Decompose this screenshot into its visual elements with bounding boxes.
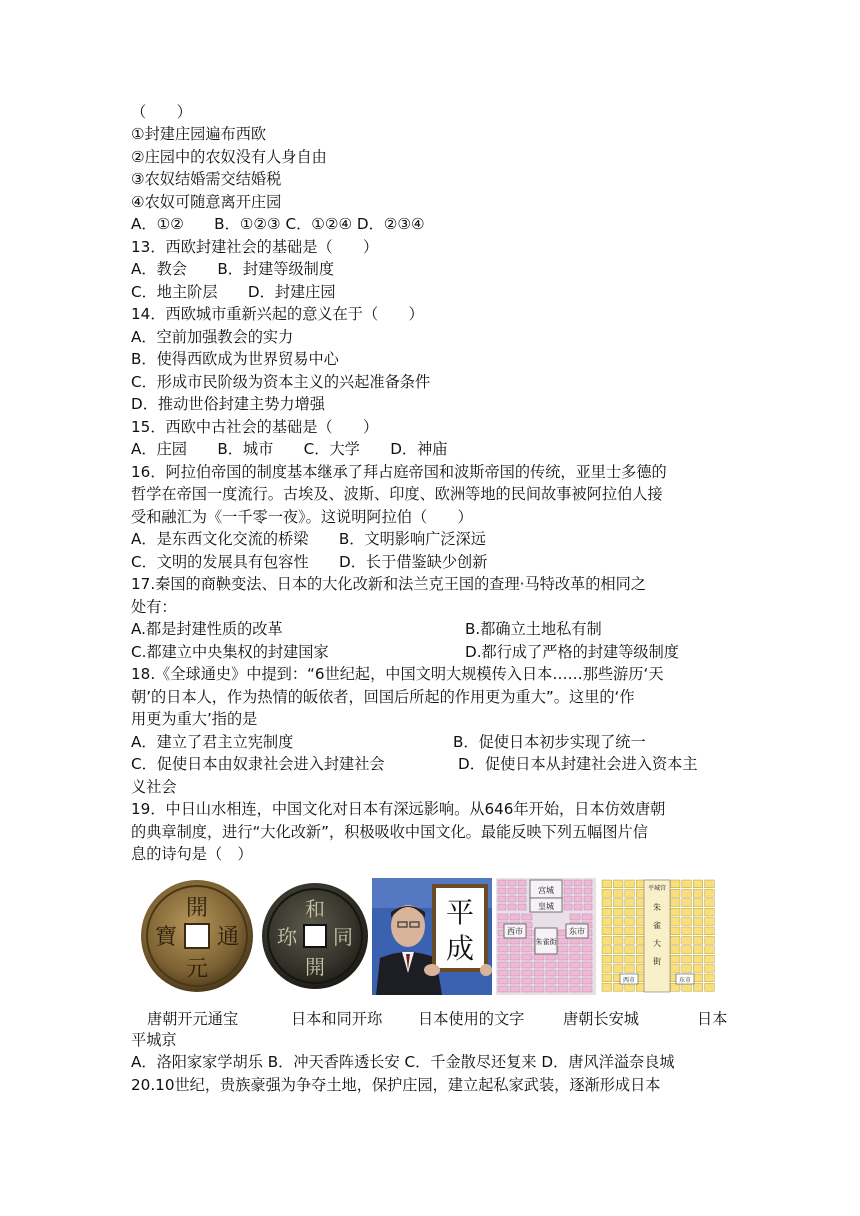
q13-answers-cd: C．地主阶层 D．封建庄园 bbox=[131, 283, 336, 301]
q20-stem-line1: 20.10世纪，贵族豪强为争夺土地，保护庄园，建立起私家武装，逐渐形成日本 bbox=[131, 1076, 661, 1094]
q19-stem-line3: 息的诗句是（ ） bbox=[131, 845, 253, 863]
caption-wado: 日本和同开珎 bbox=[291, 1010, 383, 1028]
q12-option-3: ③农奴结婚需交结婚税 bbox=[131, 170, 282, 188]
q17-answers-cd bbox=[131, 642, 736, 664]
photo-char-bottom: 成 bbox=[445, 932, 475, 965]
changan-map-image bbox=[496, 878, 596, 995]
q17-answer-c: C.都建立中央集权的封建国家 bbox=[131, 643, 329, 661]
caption-japan: 日本 bbox=[697, 1010, 728, 1028]
q16-answers-ab: A．是东西文化交流的桥梁 B．文明影响广泛深远 bbox=[131, 530, 486, 548]
q18-answer-c: C．促使日本由奴隶社会进入封建社会 bbox=[131, 755, 385, 773]
caption-changan: 唐朝长安城 bbox=[563, 1010, 639, 1028]
heijo-label-east-market: 东市 bbox=[678, 977, 692, 984]
heijo-label-zhu: 朱 bbox=[653, 903, 661, 912]
q17-answer-b: B.都确立土地私有制 bbox=[465, 620, 602, 638]
q14-answer-b: B．使得西欧成为世界贸易中心 bbox=[131, 350, 339, 368]
caption-heijokyo: 平城京 bbox=[131, 1031, 177, 1049]
q18-stem-line2: 朝’的日本人，作为热情的皈依者，回国后所起的作用更为重大”。这里的‘作 bbox=[131, 688, 635, 706]
q19-stem-line1: 19．中日山水相连，中国文化对日本有深远影响。从646年开始，日本仿效唐朝 bbox=[131, 800, 666, 818]
q12-option-4: ④农奴可随意离开庄园 bbox=[131, 193, 282, 211]
q18-answer-d: D．促使日本从封建社会进入资本主 bbox=[458, 755, 698, 773]
q17-answer-a: A.都是封建性质的改革 bbox=[131, 620, 283, 638]
q17-answers-ab bbox=[131, 619, 736, 641]
changan-label-zhuque: 朱雀街 bbox=[535, 938, 557, 946]
caption-japanese-script: 日本使用的文字 bbox=[418, 1010, 525, 1028]
q16-stem-line3: 受和融汇为《一千零一夜》。这说明阿拉伯（ ） bbox=[131, 508, 473, 526]
coin1-char-left: 寶 bbox=[154, 925, 178, 950]
changan-label-east-market: 东市 bbox=[569, 927, 585, 936]
heijokyo-map-image bbox=[600, 878, 718, 995]
changan-label-west-market: 西市 bbox=[507, 927, 523, 936]
heijo-label-que: 雀 bbox=[653, 921, 661, 930]
q16-answers-cd: C．文明的发展具有包容性 D．长于借鉴缺少创新 bbox=[131, 553, 488, 571]
q14-answer-a: A．空前加强教会的实力 bbox=[131, 328, 294, 346]
q12-option-2: ②庄园中的农奴没有人身自由 bbox=[131, 148, 327, 166]
q19-answers: A．洛阳家家学胡乐 B．冲天香阵透长安 C．千金散尽还复来 D．唐风洋溢奈良城 bbox=[131, 1053, 675, 1071]
q12-answers: A．①② B．①②③ C．①②④ D．②③④ bbox=[131, 215, 425, 233]
heijo-label-west-market: 西市 bbox=[622, 977, 636, 984]
wado-coin-image bbox=[260, 878, 370, 995]
q15-answers: A．庄园 B．城市 C．大学 D．神庙 bbox=[131, 440, 448, 458]
heisei-photo-image bbox=[372, 878, 492, 995]
q18-stem-line1: 18.《全球通史》中提到：“6世纪起，中国文明大规模传入日本……那些游历‘天 bbox=[131, 665, 664, 683]
q14-answer-d: D．推动世俗封建主势力增强 bbox=[131, 395, 325, 413]
q18-stem-line3: 用更为重大’指的是 bbox=[131, 710, 258, 728]
q17-answer-d: D.都行成了严格的封建等级制度 bbox=[465, 643, 679, 661]
q18-answer-b: B．促使日本初步实现了统一 bbox=[453, 733, 646, 751]
kaiyuan-coin-image bbox=[136, 878, 258, 995]
heijo-label-palace: 平城宫 bbox=[647, 885, 667, 892]
q18-answer-d-cont: 义社会 bbox=[131, 778, 177, 796]
coin2-char-left: 珎 bbox=[277, 925, 297, 949]
coin1-char-top: 開 bbox=[185, 896, 209, 921]
coin1-char-right: 通 bbox=[216, 925, 240, 950]
q18-answer-a: A．建立了君主立宪制度 bbox=[131, 733, 294, 751]
q14-answer-c: C．形成市民阶级为资本主义的兴起准备条件 bbox=[131, 373, 431, 391]
q16-stem-line2: 哲学在帝国一度流行。古埃及、波斯、印度、欧洲等地的民间故事被阿拉伯人接 bbox=[131, 485, 663, 503]
q12-bracket: （ ） bbox=[131, 103, 192, 121]
coin1-char-bottom: 元 bbox=[185, 957, 209, 982]
q12-option-1: ①封建庄园遍布西欧 bbox=[131, 125, 267, 143]
q18-answers-ab bbox=[131, 732, 736, 754]
q13-stem: 13．西欧封建社会的基础是（ ） bbox=[131, 238, 379, 256]
q18-answers-cd bbox=[131, 754, 736, 776]
q13-answers-ab: A．教会 B．封建等级制度 bbox=[131, 260, 335, 278]
heijo-label-da: 大 bbox=[653, 939, 661, 948]
q19-stem-line2: 的典章制度，进行“大化改新”，积极吸收中国文化。最能反映下列五幅图片信 bbox=[131, 823, 648, 841]
caption-kaiyuan: 唐朝开元通宝 bbox=[147, 1010, 239, 1028]
q15-stem: 15．西欧中古社会的基础是（ ） bbox=[131, 418, 379, 436]
heijo-label-jie: 街 bbox=[653, 957, 661, 966]
q16-stem-line1: 16．阿拉伯帝国的制度基本继承了拜占庭帝国和波斯帝国的传统，亚里士多德的 bbox=[131, 463, 667, 481]
coin2-char-right: 同 bbox=[333, 925, 353, 949]
q17-stem-line1: 17.秦国的商鞅变法、日本的大化改新和法兰克王国的查理·马特改革的相同之 bbox=[131, 575, 646, 593]
q19-caption-row bbox=[131, 1008, 736, 1030]
changan-label-huangcheng: 皇城 bbox=[538, 902, 554, 911]
q19-image-row bbox=[136, 878, 736, 998]
q17-stem-line2: 处有： bbox=[131, 598, 177, 616]
photo-char-top: 平 bbox=[445, 896, 475, 929]
q14-stem: 14．西欧城市重新兴起的意义在于（ ） bbox=[131, 305, 424, 323]
coin2-char-bottom: 開 bbox=[305, 955, 325, 979]
coin2-char-top: 和 bbox=[305, 897, 325, 921]
changan-label-gongcheng: 宫城 bbox=[538, 886, 554, 895]
